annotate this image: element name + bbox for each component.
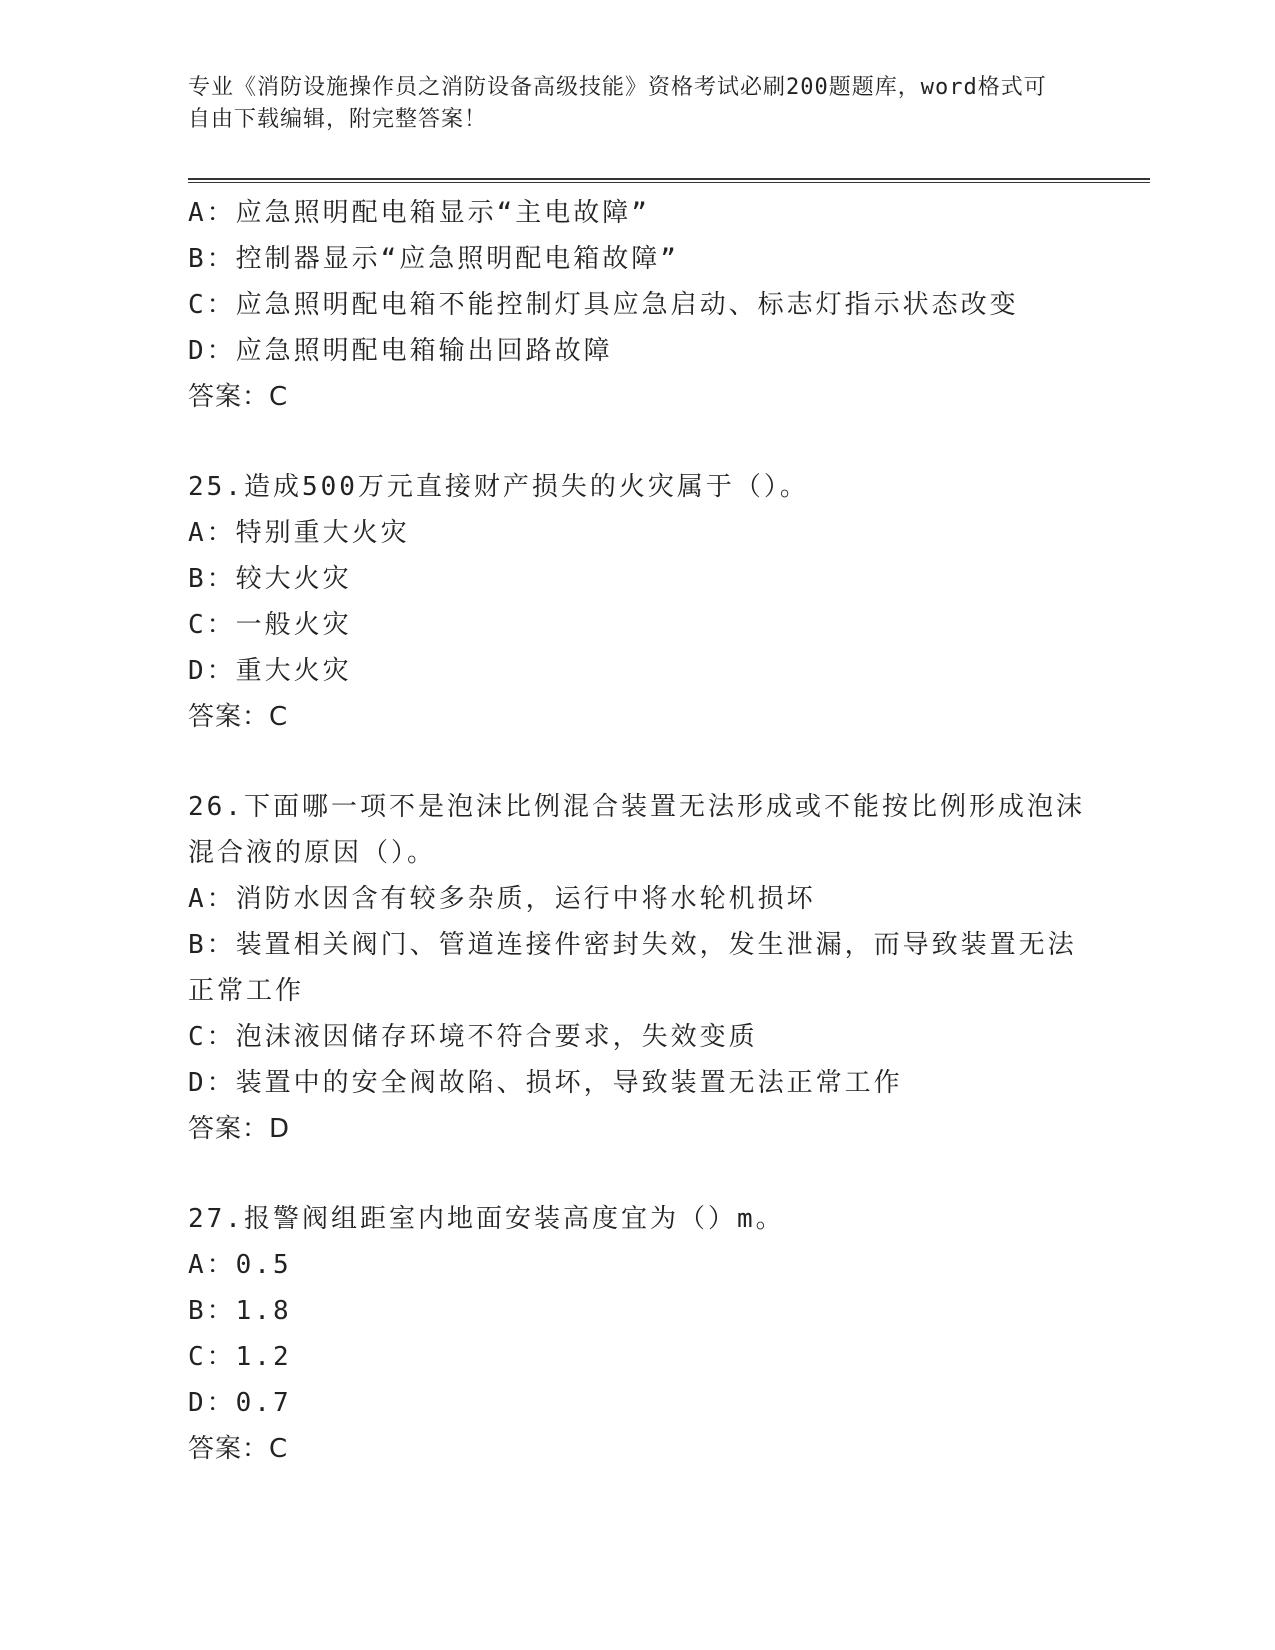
- header-divider: [188, 178, 1150, 183]
- answer-line: 答案：C: [188, 382, 289, 412]
- answer-line: 答案：C: [188, 1434, 289, 1464]
- option-d: D：装置中的安全阀故陷、损坏，导致装置无法正常工作: [188, 1068, 903, 1098]
- option-c: C：一般火灾: [188, 610, 352, 640]
- answer-line: 答案：D: [188, 1114, 291, 1144]
- option-b: B：装置相关阀门、管道连接件密封失效，发生泄漏，而导致装置无法正常工作: [188, 930, 1077, 1006]
- option-b: B：1.8: [188, 1296, 292, 1326]
- answer-line: 答案：C: [188, 702, 289, 732]
- option-a: A：消防水因含有较多杂质，运行中将水轮机损坏: [188, 884, 816, 914]
- option-a: A：应急照明配电箱显示“主电故障”: [188, 198, 650, 228]
- question-stem: 25.造成500万元直接财产损失的火灾属于（）。: [188, 472, 809, 502]
- option-c: C：应急照明配电箱不能控制灯具应急启动、标志灯指示状态改变: [188, 290, 1019, 320]
- option-c: C：泡沫液因储存环境不符合要求，失效变质: [188, 1022, 758, 1052]
- question-block-26: [188, 784, 1088, 1152]
- option-d: D：应急照明配电箱输出回路故障: [188, 336, 613, 366]
- option-d: D：0.7: [188, 1388, 292, 1418]
- question-block-27: [188, 1196, 1088, 1472]
- question-stem: 27.报警阀组距室内地面安装高度宜为（）m。: [188, 1204, 785, 1234]
- question-stem: 26.下面哪一项不是泡沫比例混合装置无法形成或不能按比例形成泡沫混合液的原因（）。: [188, 792, 1085, 868]
- option-b: B：较大火灾: [188, 564, 352, 594]
- option-b: B：控制器显示“应急照明配电箱故障”: [188, 244, 679, 274]
- document-header: 专业《消防设施操作员之消防设备高级技能》资格考试必刷200题题库，word格式可自由下载编辑，附完整答案！: [188, 75, 1047, 132]
- option-c: C：1.2: [188, 1342, 292, 1372]
- option-a: A：特别重大火灾: [188, 518, 410, 548]
- option-a: A：0.5: [188, 1250, 292, 1280]
- question-block-24: [188, 190, 1088, 420]
- question-list: [188, 190, 1088, 1472]
- question-block-25: [188, 464, 1088, 740]
- option-d: D：重大火灾: [188, 656, 352, 686]
